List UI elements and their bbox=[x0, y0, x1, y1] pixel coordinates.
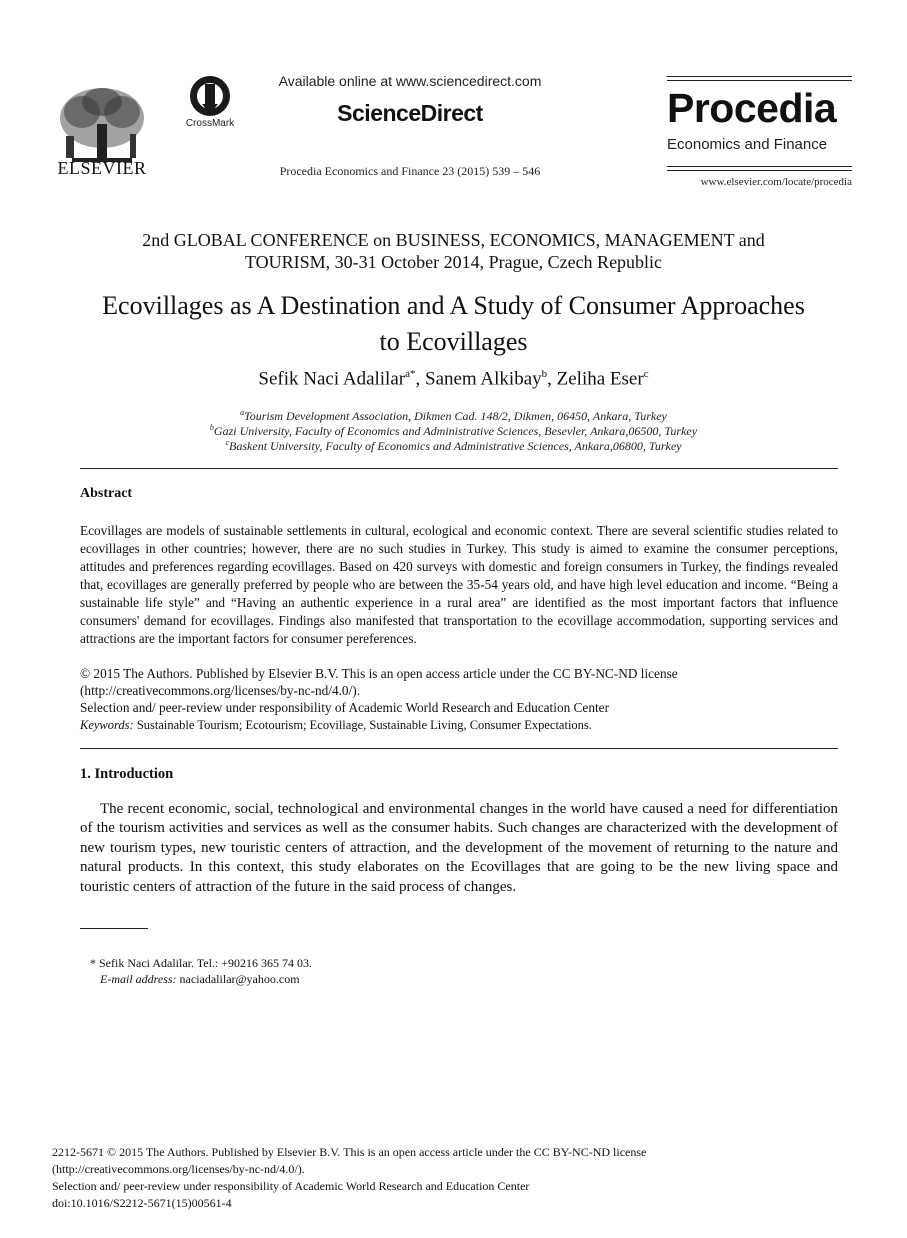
author-affiliation-mark: c bbox=[643, 368, 649, 380]
sciencedirect-wordmark: ScienceDirect bbox=[337, 100, 483, 126]
author-separator: , bbox=[415, 368, 425, 390]
author-name: Sanem Alkibay bbox=[425, 368, 542, 390]
peer-review-note: Selection and/ peer-review under responsibility of Academic World Research and Education Center bbox=[80, 700, 610, 715]
conference-line-2: TOURISM, 30-31 October 2014, Prague, Czech Republic bbox=[244, 252, 663, 272]
affiliation bbox=[60, 408, 847, 424]
procedia-subtitle: Economics and Finance bbox=[667, 136, 828, 153]
footer-peer-review: Selection and/ peer-review under responsibility of Academic World Research and Education Center bbox=[52, 1179, 530, 1193]
author-separator: , bbox=[547, 368, 557, 390]
footnote-rule bbox=[80, 928, 148, 929]
author-list bbox=[60, 368, 847, 390]
email-line bbox=[100, 972, 300, 987]
affiliation-mark: a bbox=[240, 408, 245, 417]
author-affiliation-mark: b bbox=[541, 368, 548, 380]
affiliation bbox=[60, 423, 847, 439]
keywords-label: Keywords: bbox=[80, 718, 134, 732]
email-label: E-mail address: bbox=[100, 972, 177, 986]
title-line-2: to Ecovillages bbox=[379, 327, 528, 356]
procedia-rule-top-2 bbox=[667, 80, 852, 81]
procedia-rule-mid-2 bbox=[667, 170, 852, 171]
rule-top bbox=[80, 468, 838, 469]
paper-title bbox=[40, 288, 867, 360]
footer-license-url[interactable]: (http://creativecommons.org/licenses/by-nc-nd/4.0/). bbox=[52, 1162, 305, 1176]
section-heading-introduction: 1. Introduction bbox=[80, 766, 174, 782]
procedia-rule-top bbox=[667, 76, 852, 77]
corresponding-author-note: * Sefik Naci Adalilar. Tel.: +90216 365 74 03. bbox=[90, 956, 313, 970]
keywords bbox=[80, 717, 838, 734]
email-address[interactable]: naciadalilar@yahoo.com bbox=[176, 972, 300, 986]
abstract-body: Ecovillages are models of sustainable settlements in cultural, ecological and economic context. There are several scientific studies related to ecovillages in other countries; however, there are no such studies in Turkey. This study is aimed to examine the consumer perceptions, attitudes and preferences regarding ecovillages. Based on 420 surveys with domestic and foreign consumers in Turkey, the findings revealed that, ecovillages are generally preferred by people who are between the 35-54 years old, and have high level education and income. “Being a sustainable life style” and “Having an authentic experience in a rural area” are identified as the most important factors that influence consumers' demand for ecovillages. Findings also manifested that transportation to the ecovillage accommodation, supporting services and attractions are the important factors for consumer pereferences. bbox=[80, 523, 838, 646]
license-link[interactable] bbox=[80, 682, 838, 699]
rule-bottom bbox=[80, 748, 838, 749]
procedia-url[interactable]: www.elsevier.com/locate/procedia bbox=[700, 176, 852, 188]
procedia-rule-mid bbox=[667, 166, 852, 167]
title-line-1: Ecovillages as A Destination and A Study of Consumer Approaches bbox=[102, 291, 805, 320]
publisher-name: ELSEVIER bbox=[57, 158, 147, 178]
footer-license-link[interactable] bbox=[52, 1162, 305, 1177]
affiliation-mark: c bbox=[225, 438, 230, 447]
copyright-notice: © 2015 The Authors. Published by Elsevier B.V. This is an open access article under the CC BY-NC-ND license bbox=[80, 666, 678, 681]
available-online[interactable]: Available online at www.sciencedirect.com bbox=[278, 73, 542, 89]
license-url[interactable]: (http://creativecommons.org/licenses/by-nc-nd/4.0/). bbox=[80, 683, 361, 698]
conference-line-1: 2nd GLOBAL CONFERENCE on BUSINESS, ECONOMICS, MANAGEMENT and bbox=[142, 230, 765, 250]
author-name: Zeliha Eser bbox=[556, 368, 644, 390]
affiliation-text: Tourism Development Association, Dikmen Cad. 148/2, Dikmen, 06450, Ankara, Turkey bbox=[244, 409, 667, 423]
footer-issn-copyright: 2212-5671 © 2015 The Authors. Published by Elsevier B.V. This is an open access article under the CC BY-NC-ND license bbox=[52, 1145, 647, 1159]
conference-name bbox=[60, 229, 847, 273]
affiliation-mark: b bbox=[209, 423, 214, 432]
procedia-wordmark: Procedia bbox=[667, 85, 837, 131]
crossmark-label: CrossMark bbox=[185, 118, 235, 129]
author-affiliation-mark: a* bbox=[405, 368, 416, 380]
keywords-text: Sustainable Tourism; Ecotourism; Ecovillage, Sustainable Living, Consumer Expectations. bbox=[133, 718, 592, 732]
author-name: Sefik Naci Adalilar bbox=[258, 368, 406, 390]
abstract-heading: Abstract bbox=[80, 486, 133, 501]
affiliation-text: Gazi University, Faculty of Economics and Administrative Sciences, Besevler, Ankara,06500, Turkey bbox=[213, 424, 698, 438]
introduction-body: The recent economic, social, technological and environmental changes in the world have caused a need for differentiation of the tourism activities and services as well as the consumer habits. Such changes are characterized with the development of new tourism types, new touristic centers of attraction, and the development of the movement of returning to the nature and natural products. In this context, this study elaborates on the Ecovillages that are going to be the new living space and touristic centers of attraction of the future in the said process of changes. bbox=[80, 801, 838, 895]
affiliation bbox=[60, 438, 847, 454]
affiliation-text: Baskent University, Faculty of Economics and Administrative Sciences, Ankara,06800, Turkey bbox=[229, 439, 682, 453]
footer-doi[interactable]: doi:10.1016/S2212-5671(15)00561-4 bbox=[52, 1196, 232, 1210]
journal-reference: Procedia Economics and Finance 23 (2015) 539 – 546 bbox=[279, 164, 541, 178]
